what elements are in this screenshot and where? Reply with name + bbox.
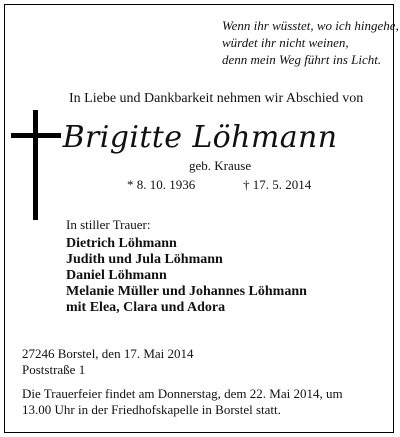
place-and-date: 27246 Borstel, den 17. Mai 2014 (22, 346, 194, 361)
street-address: Poststraße 1 (22, 362, 86, 377)
deceased-name: Brigitte Löhmann (62, 120, 338, 155)
farewell-intro: In Liebe und Dankbarkeit nehmen wir Abschied von (69, 91, 364, 106)
mourner-entry: mit Elea, Clara und Adora (66, 300, 226, 315)
mourner-entry: Melanie Müller und Johannes Löhmann (66, 284, 307, 299)
poem-line: Wenn ihr wüsstet, wo ich hingehe, (222, 18, 399, 33)
mourning-label: In stiller Trauer: (66, 217, 151, 232)
poem-block (222, 17, 399, 68)
mourner-entry: Judith und Jula Löhmann (66, 252, 223, 267)
poem-line: würdet ihr nicht weinen, (222, 35, 349, 50)
funeral-line: 13.00 Uhr in der Friedhofskapelle in Borstel statt. (22, 402, 281, 417)
funeral-info (22, 386, 343, 418)
mourner-entry: Daniel Löhmann (66, 268, 167, 283)
funeral-line: Die Trauerfeier findet am Donnerstag, dem 22. Mai 2014, um (22, 386, 343, 401)
mourner-entry: Dietrich Löhmann (66, 236, 177, 251)
death-date: † 17. 5. 2014 (243, 177, 312, 192)
maiden-name: geb. Krause (189, 158, 252, 173)
birth-date: * 8. 10. 1936 (127, 177, 196, 192)
poem-line: denn mein Weg führt ins Licht. (222, 52, 382, 67)
mourners-list (66, 236, 307, 316)
